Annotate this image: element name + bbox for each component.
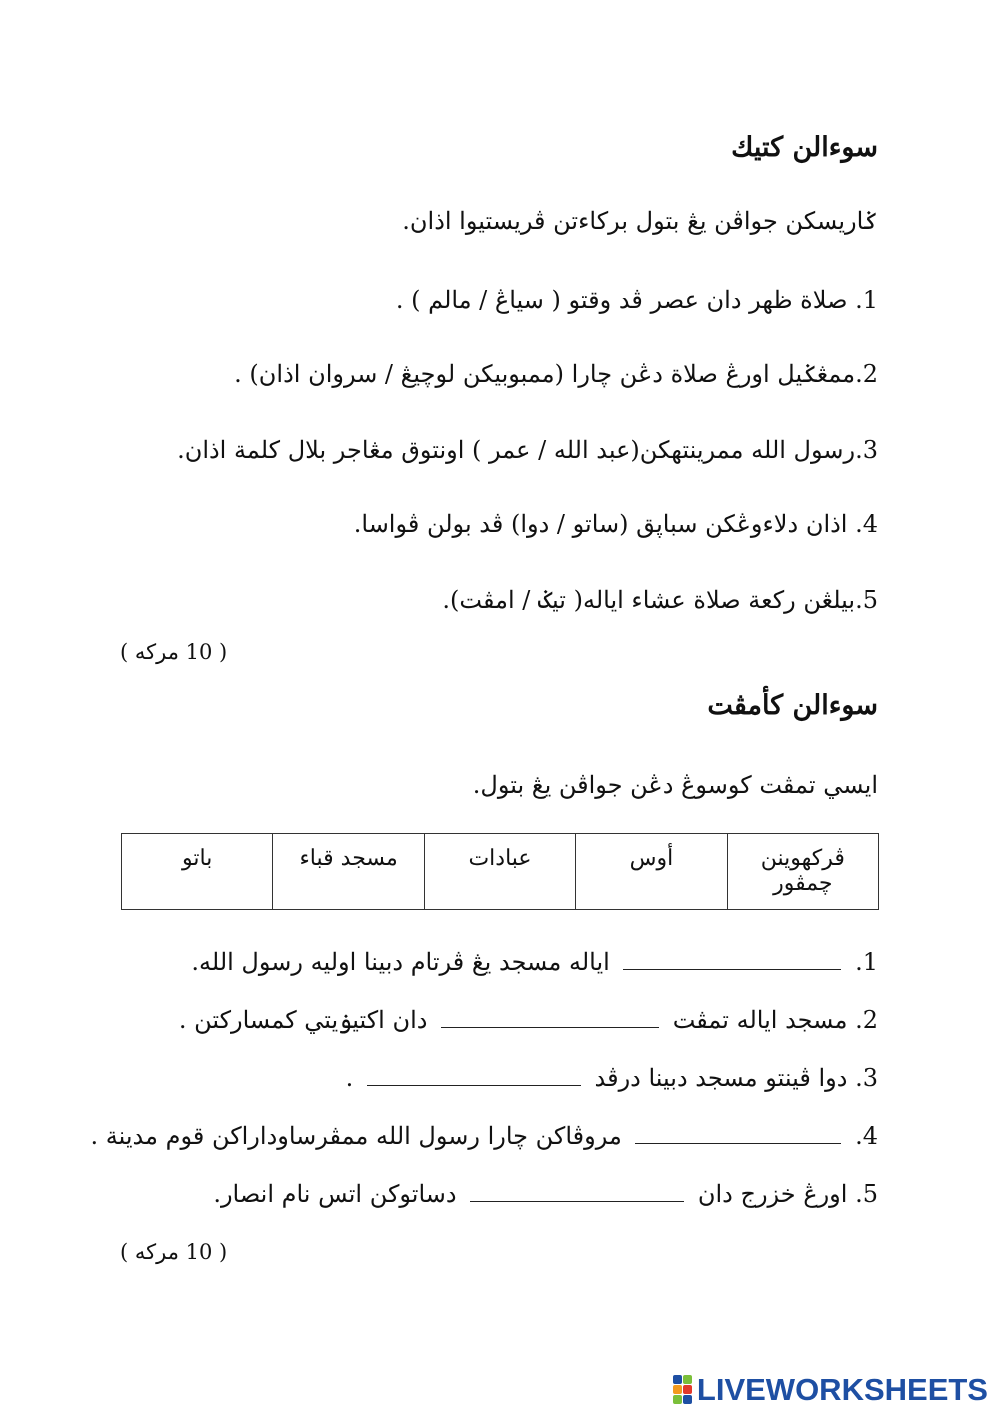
answer-blank-2[interactable] [441, 1003, 659, 1028]
fill-question-text: اياله مسجد يڠ ڤرتام دبينا اوليه رسول الله. [191, 948, 610, 976]
answer-blank-5[interactable] [470, 1177, 684, 1202]
fill-question-5 [213, 1176, 878, 1212]
answer-blank-3[interactable] [367, 1061, 581, 1086]
fill-question-number: 3. [855, 1064, 878, 1092]
fill-question-4 [90, 1118, 878, 1154]
fill-question-number: 1. [855, 948, 878, 976]
section1-marks: ( 10 مرکه ) [120, 640, 228, 664]
section2-title: سوءالن كأمڤت [707, 690, 878, 721]
fill-question-text: دساتوکن اتس نام انصار. [213, 1180, 457, 1208]
section1-instruction: ݢاريسكن جواڤن يڠ بتول برکاءتن ڤريستيوا اذان. [402, 207, 878, 235]
question-2: 2.ممڠݢيل اورڠ صلاة دڠن چارا (ممبوبيکن لوچيڠ / سروان اذان) . [234, 360, 878, 388]
fill-question-text: مسجد اياله تمڤت [672, 1006, 848, 1034]
word-bank-item: عبادات [424, 834, 575, 910]
answer-blank-1[interactable] [623, 945, 841, 970]
fill-question-text: دان اکتيۏيتي کمسارکتن . [178, 1006, 428, 1034]
brand-name: LIVEWORKSHEETS [696, 1372, 988, 1407]
question-4: 4. اذان دلاءوڠکن سباڽق (ساتو / دوا) ڤد بولن ڤواسا. [353, 510, 878, 538]
fill-question-text: دوا ڤينتو مسجد دبينا درڤد [594, 1064, 848, 1092]
question-3: 3.رسول الله ممرينتهکن(عبد الله / عمر ) اونتوق مڠاجر بلال کلمة اذان. [177, 436, 878, 464]
question-1: 1. صلاة ظهر دان عصر ڤد وقتو ( سياڠ / مالم ) . [395, 286, 878, 314]
liveworksheets-logo-icon [673, 1375, 693, 1405]
fill-question-text: مروڤاکن چارا رسول الله ممڤرساوداراکن قوم مدينة . [90, 1122, 622, 1150]
liveworksheets-logo [673, 1372, 988, 1408]
fill-question-text: اورڠ خزرج دان [697, 1180, 848, 1208]
word-bank-item: ڤرکهوينن چمڤور [727, 834, 878, 910]
fill-question-number: 4. [855, 1122, 878, 1150]
fill-question-text: . [345, 1064, 354, 1092]
question-5: 5.بيلڠن رکعة صلاة عشاء اياله( تيݢ / امڤت). [442, 586, 878, 614]
section2-marks: ( 10 مرکه ) [120, 1240, 228, 1264]
word-bank-table [121, 833, 879, 910]
word-bank-item: باتو [122, 834, 273, 910]
fill-question-number: 2. [855, 1006, 878, 1034]
word-bank-item: مسجد قباء [273, 834, 424, 910]
word-bank-item: أوس [576, 834, 727, 910]
fill-question-1 [191, 944, 878, 980]
section1-title: سوءالن كتيك [731, 132, 878, 163]
answer-blank-4[interactable] [635, 1119, 841, 1144]
fill-question-number: 5. [855, 1180, 878, 1208]
fill-question-2 [179, 1002, 878, 1038]
fill-question-3 [346, 1060, 878, 1096]
section2-instruction: ايسي تمڤت کوسوڠ دڠن جواڤن يڠ بتول. [472, 771, 878, 799]
